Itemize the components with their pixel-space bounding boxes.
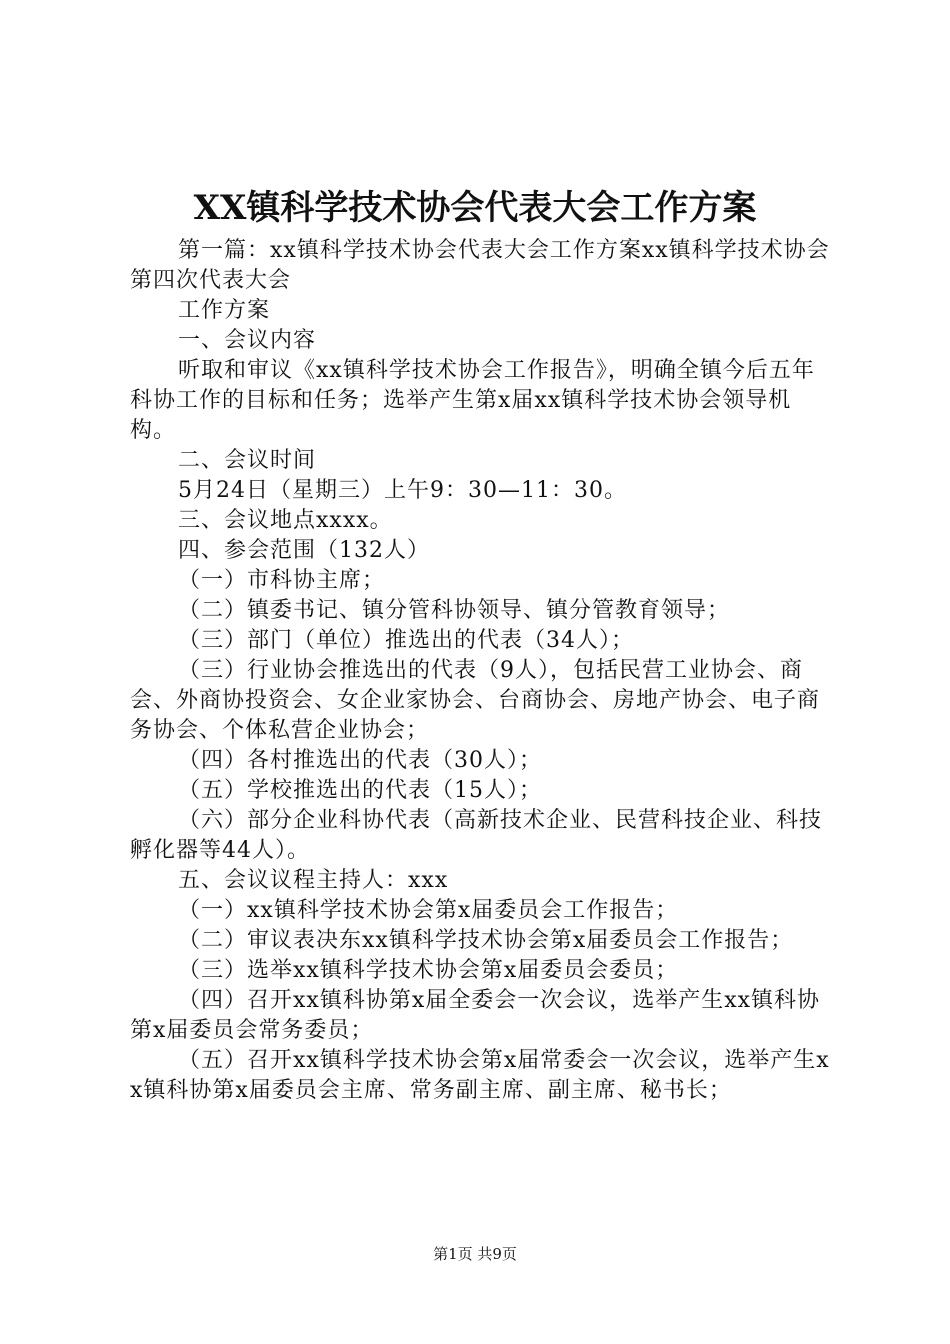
paragraph: 工作方案 [178,298,271,323]
list-item: （五）学校推选出的代表（15人）； [178,778,542,803]
list-item: （三）选举xx镇科学技术协会第x届委员会委员； [178,958,679,983]
list-item: （二）审议表决东xx镇科学技术协会第x届委员会工作报告； [178,928,794,953]
list-item: （四）各村推选出的代表（30人）； [178,748,542,773]
list-item: （五）召开xx镇科学技术协会第x届常委会一次会议，选举产生xx镇科协第x届委员会主席、常务副主席、副主席、秘书长； [130,1048,830,1103]
list-item: （六）部分企业科协代表（高新技术企业、民营科技企业、科技孵化器等44人）。 [130,808,823,863]
list-item: （三）部门（单位）推选出的代表（34人）； [178,628,634,653]
section-heading: 一、会议内容 [178,328,317,353]
page-number: 第1页 共9页 [433,1245,517,1263]
document-body [130,236,830,1106]
paragraph: 5月24日（星期三）上午9：30—11：30。 [178,478,627,503]
paragraph: 第一篇：xx镇科学技术协会代表大会工作方案xx镇科学技术协会第四次代表大会 [130,238,830,293]
section-heading: 三、会议地点xxxx。 [178,508,393,533]
section-heading: 五、会议议程主持人：xxx [178,868,449,893]
document-title: XX镇科学技术协会代表大会工作方案 [193,188,757,228]
section-heading: 二、会议时间 [178,448,317,473]
list-item: （四）召开xx镇科协第x届全委会一次会议，选举产生xx镇科协第x届委员会常务委员； [130,988,821,1043]
list-item: （二）镇委书记、镇分管科协领导、镇分管教育领导； [178,598,731,623]
list-item: （一）市科协主席； [178,568,386,593]
list-item: （一）xx镇科学技术协会第x届委员会工作报告； [178,898,679,923]
section-heading: 四、参会范围（132人） [178,538,430,563]
paragraph: 听取和审议《xx镇科学技术协会工作报告》，明确全镇今后五年科协工作的目标和任务；选举产生第x届xx镇科学技术协会领导机构。 [130,358,815,443]
list-item: （三）行业协会推选出的代表（9人），包括民营工业协会、商会、外商协投资会、女企业家协会、台商协会、房地产协会、电子商务协会、个体私营企业协会； [130,658,821,743]
